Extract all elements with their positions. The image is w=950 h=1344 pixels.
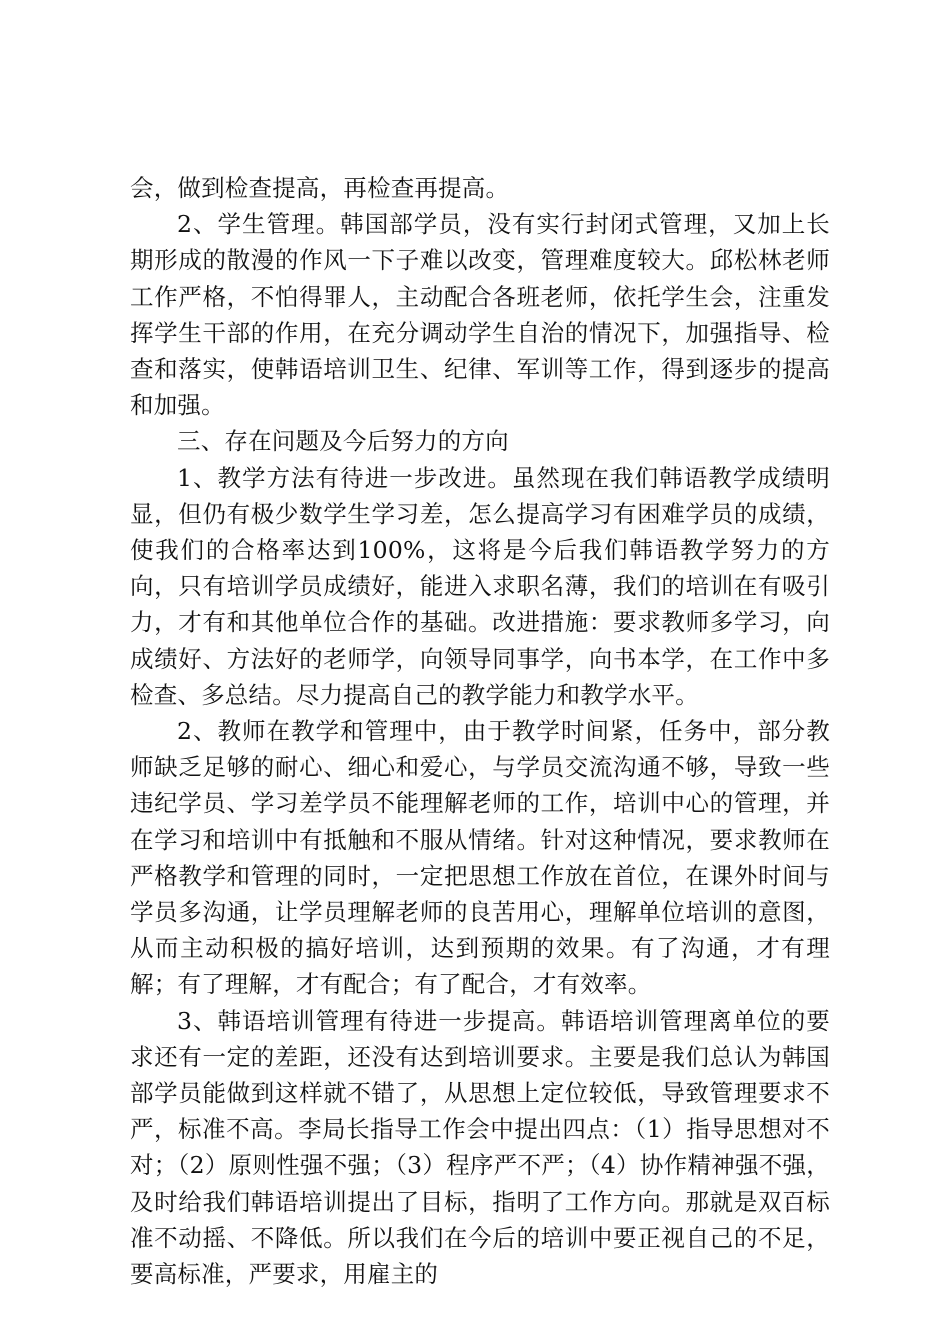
document-body <box>130 170 830 1292</box>
paragraph-teaching-methods: 1、教学方法有待进一步改进。虽然现在我们韩语教学成绩明显，但仍有极少数学生学习差，怎么提高学习有困难学员的成绩，使我们的合格率达到100%，这将是今后我们韩语教学努力的方向，只有培训学员成绩好，能进入求职名薄，我们的培训在有吸引力，才有和其他单位合作的基础。改进措施：要求教师多学习，向成绩好、方法好的老师学，向领导同事学，向书本学，在工作中多检查、多总结。尽力提高自己的教学能力和教学水平。 <box>130 463 830 709</box>
paragraph-student-management: 2、学生管理。韩国部学员，没有实行封闭式管理，又加上长期形成的散漫的作风一下子难以改变，管理难度较大。邱松林老师工作严格，不怕得罪人，主动配合各班老师，依托学生会，注重发挥学生干部的作用，在充分调动学生自治的情况下，加强指导、检查和落实，使韩语培训卫生、纪律、军训等工作，得到逐步的提高和加强。 <box>130 210 830 420</box>
paragraph-training-management: 3、韩语培训管理有待进一步提高。韩语培训管理离单位的要求还有一定的差距，还没有达到培训要求。主要是我们总认为韩国部学员能做到这样就不错了，从思想上定位较低，导致管理要求不严，标准不高。李局长指导工作会中提出四点：（1）指导思想对不对；（2）原则性强不强；（3）程序严不严；（4）协作精神强不强，及时给我们韩语培训提出了目标，指明了工作方向。那就是双百标准不动摇、不降低。所以我们在今后的培训中要正视自己的不足，要高标准，严要求，用雇主的 <box>130 1006 830 1289</box>
paragraph-continuation: 会，做到检查提高，再检查再提高。 <box>130 174 510 202</box>
paragraph-teacher-communication: 2、教师在教学和管理中，由于教学时间紧，任务中，部分教师缺乏足够的耐心、细心和爱心，与学员交流沟通不够，导致一些违纪学员、学习差学员不能理解老师的工作，培训中心的管理，并在学习和培训中有抵触和不服从情绪。针对这种情况，要求教师在严格教学和管理的同时，一定把思想工作放在首位，在课外时间与学员多沟通，让学员理解老师的良苦用心，理解单位培训的意图，从而主动积极的搞好培训，达到预期的效果。有了沟通，才有理解；有了理解，才有配合；有了配合，才有效率。 <box>130 717 830 999</box>
section-heading-problems: 三、存在问题及今后努力的方向 <box>177 427 509 456</box>
